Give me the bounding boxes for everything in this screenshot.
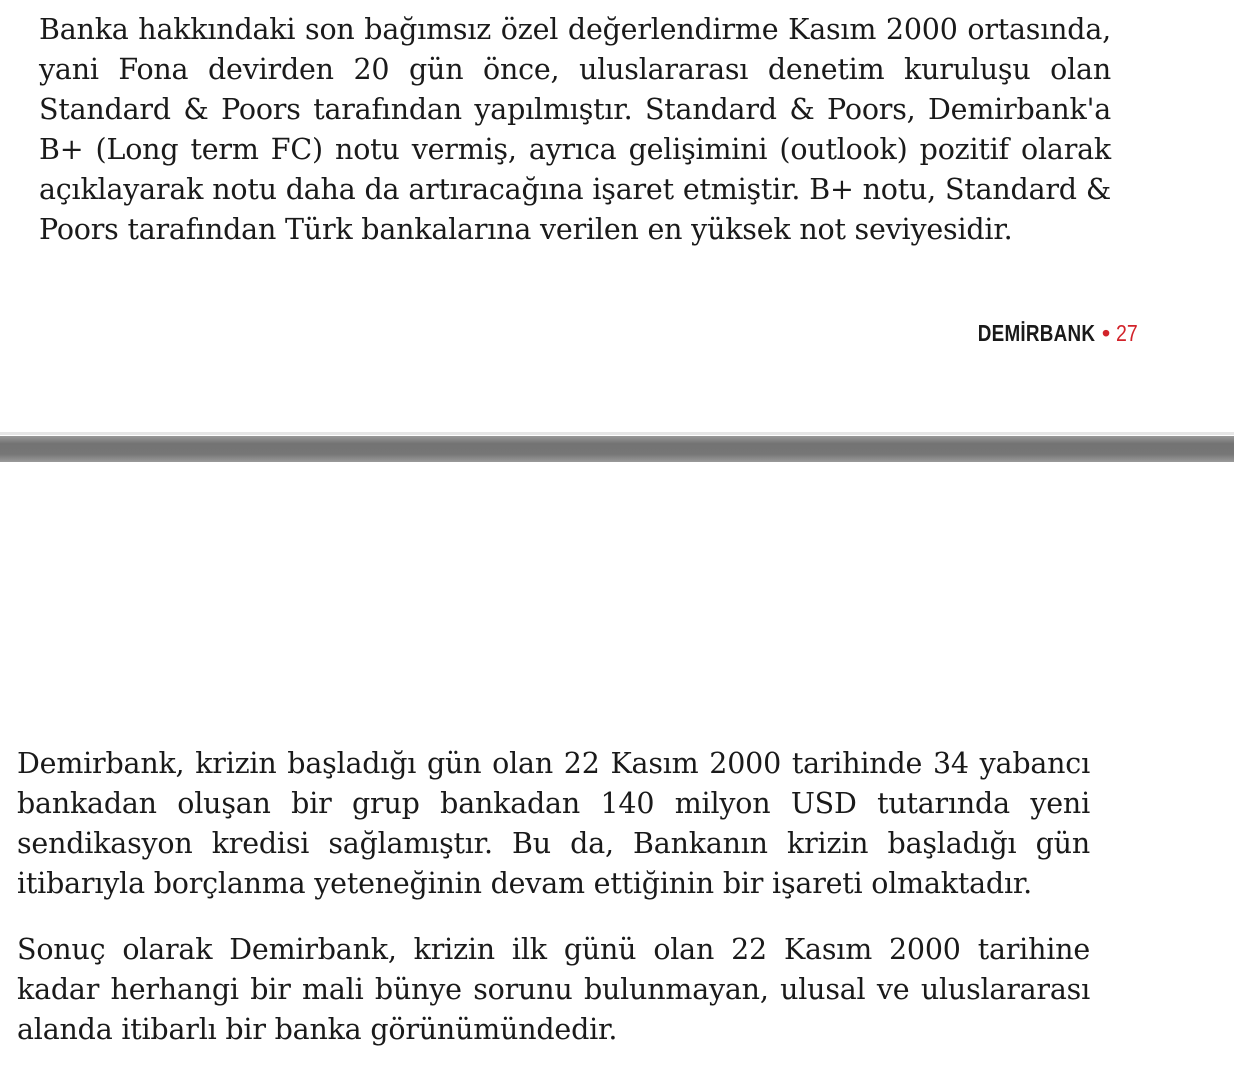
page-top (0, 0, 1234, 432)
footer-bullet: • (1101, 320, 1111, 346)
body-paragraph-conclusion: Sonuç olarak Demirbank, krizin ilk günü olan 22 Kasım 2000 tarihine kadar herhangi bir mali bünye sorunu bulunmayan, ulusal ve uluslararası alanda itibarlı bir banka görünümündedir. (17, 933, 1090, 1046)
separator-edge (0, 432, 1234, 435)
footer-brand: DEMİRBANK (978, 320, 1096, 346)
page-number: 27 (1116, 320, 1139, 346)
body-paragraph-rating: Banka hakkındaki son bağımsız özel değerlendirme Kasım 2000 ortasında, yani Fona devirden 20 gün önce, uluslararası denetim kuruluşu olan Standard & Poors tarafından yapılmıştır. Standard & Poors, Demirbank'a B+ (Long term FC) notu vermiş, ayrıca gelişimini (outlook) pozitif olarak açıklayarak notu daha da artıracağına işaret etmiştir. B+ notu, Standard & Poors tarafından Türk bankalarına verilen en yüksek not seviyesidir. (39, 13, 1111, 246)
separator-bar (0, 436, 1234, 462)
body-paragraph-syndication: Demirbank, krizin başladığı gün olan 22 Kasım 2000 tarihinde 34 yabancı bankadan oluşan bir grup bankadan 140 milyon USD tutarında yeni sendikasyon kredisi sağlamıştır. Bu da, Bankanın krizin başladığı gün itibarıyla borçlanma yeteneğinin devam ettiğinin bir işareti olmaktadır. (17, 747, 1090, 900)
page-separator (0, 432, 1234, 464)
page-bottom (0, 464, 1234, 1070)
page-footer (952, 318, 1142, 348)
